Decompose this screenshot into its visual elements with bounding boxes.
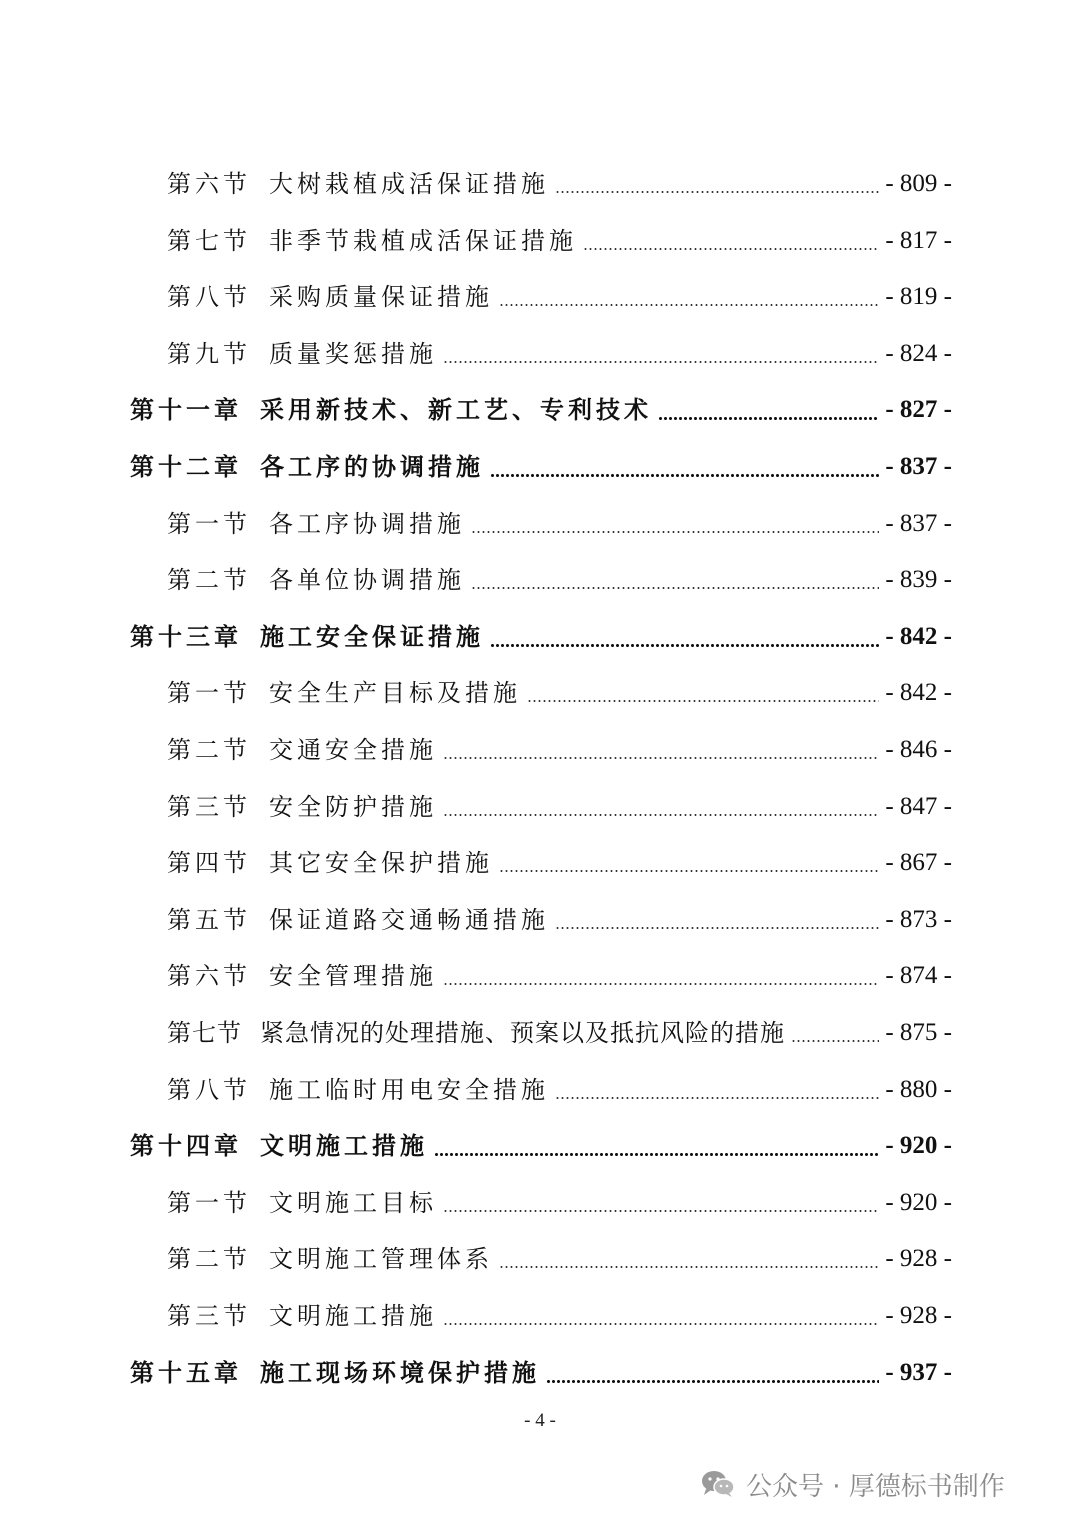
toc-entry-page: - 847 - <box>885 793 952 820</box>
toc-entry-number: 第七节 <box>167 227 251 255</box>
watermark <box>700 1462 1005 1506</box>
toc-entry-title: 文明施工管理体系 <box>269 1245 493 1273</box>
dot-leader <box>527 700 879 702</box>
toc-entry-page: - 842 - <box>885 679 952 706</box>
toc-entry-page: - 874 - <box>885 962 952 989</box>
toc-entry-number: 第六节 <box>167 170 251 198</box>
toc-section-entry <box>167 1183 952 1223</box>
dot-leader <box>443 757 879 759</box>
toc-entry-page: - 867 - <box>885 849 952 876</box>
toc-entry-number: 第三节 <box>167 793 251 821</box>
toc-entry-title: 紧急情况的处理措施、预案以及抵抗风险的措施 <box>260 1019 785 1047</box>
toc-entry-title: 交通安全措施 <box>269 736 437 764</box>
dot-leader <box>791 1040 879 1042</box>
toc-entry-number: 第二节 <box>167 566 251 594</box>
toc-entry-title: 各工序的协调措施 <box>260 452 484 481</box>
toc-section-entry <box>167 1013 952 1053</box>
toc-entry-title: 施工安全保证措施 <box>260 622 484 651</box>
dot-leader <box>443 983 879 985</box>
toc-entry-number: 第六节 <box>167 962 251 990</box>
toc-entry-number: 第八节 <box>167 283 251 311</box>
toc-entry-page: - 827 - <box>885 396 952 423</box>
toc-section-entry <box>167 221 952 261</box>
dot-leader <box>443 361 879 363</box>
toc-entry-number: 第五节 <box>167 906 251 934</box>
toc-entry-page: - 819 - <box>885 283 952 310</box>
toc-entry-title: 各工序协调措施 <box>269 510 465 538</box>
toc-entry-number: 第七节 <box>167 1019 242 1047</box>
toc-entry-title: 采用新技术、新工艺、专利技术 <box>260 395 652 424</box>
toc-entry-number: 第十三章 <box>130 622 242 651</box>
toc-entry-page: - 920 - <box>885 1132 952 1159</box>
toc-section-entry <box>167 730 952 770</box>
toc-section-entry <box>167 334 952 374</box>
toc-section-entry <box>167 1239 952 1279</box>
dot-leader <box>499 1266 879 1268</box>
toc-entry-title: 文明施工目标 <box>269 1189 437 1217</box>
toc-entry-title: 施工临时用电安全措施 <box>269 1076 549 1104</box>
page-number: - 4 - <box>524 1410 556 1431</box>
toc-entry-number: 第一节 <box>167 1189 251 1217</box>
dot-leader <box>434 1153 879 1156</box>
toc-chapter-entry <box>130 447 952 487</box>
toc-entry-number: 第八节 <box>167 1076 251 1104</box>
toc-entry-number: 第九节 <box>167 340 251 368</box>
toc-entry-page: - 928 - <box>885 1245 952 1272</box>
wechat-icon <box>700 1469 736 1499</box>
toc-entry-number: 第二节 <box>167 1245 251 1273</box>
toc-section-entry <box>167 900 952 940</box>
toc-entry-number: 第四节 <box>167 849 251 877</box>
toc-entry-number: 第一节 <box>167 510 251 538</box>
toc-section-entry <box>167 164 952 204</box>
dot-leader <box>471 531 879 533</box>
toc-entry-page: - 846 - <box>885 736 952 763</box>
toc-entry-number: 第十二章 <box>130 452 242 481</box>
toc-section-entry <box>167 956 952 996</box>
toc-entry-page: - 837 - <box>885 510 952 537</box>
toc-entry-title: 安全防护措施 <box>269 793 437 821</box>
toc-section-entry <box>167 843 952 883</box>
toc-chapter-entry <box>130 390 952 430</box>
toc-entry-page: - 875 - <box>885 1019 952 1046</box>
toc-entry-number: 第十四章 <box>130 1131 242 1160</box>
dot-leader <box>443 1323 879 1325</box>
toc-section-entry <box>167 1070 952 1110</box>
toc-entry-page: - 937 - <box>885 1359 952 1386</box>
toc-entry-title: 施工现场环境保护措施 <box>260 1358 540 1387</box>
toc-entry-page: - 928 - <box>885 1302 952 1329</box>
dot-leader <box>443 814 879 816</box>
dot-leader <box>583 248 879 250</box>
dot-leader <box>555 191 879 193</box>
toc-entry-page: - 824 - <box>885 340 952 367</box>
dot-leader <box>443 1210 879 1212</box>
dot-leader <box>555 927 879 929</box>
dot-leader <box>490 474 879 477</box>
watermark-text: 公众号 · 厚德标书制作 <box>746 1471 1005 1502</box>
toc-entry-page: - 880 - <box>885 1076 952 1103</box>
toc-entry-title: 采购质量保证措施 <box>269 283 493 311</box>
dot-leader <box>499 304 879 306</box>
toc-entry-number: 第十一章 <box>130 395 242 424</box>
toc-entry-page: - 837 - <box>885 453 952 480</box>
toc-section-entry <box>167 1296 952 1336</box>
dot-leader <box>658 417 879 420</box>
dot-leader <box>471 587 879 589</box>
toc-entry-page: - 839 - <box>885 566 952 593</box>
dot-leader <box>546 1380 879 1383</box>
toc-entry-title: 质量奖惩措施 <box>269 340 437 368</box>
toc-entry-title: 文明施工措施 <box>260 1131 428 1160</box>
toc-entry-number: 第三节 <box>167 1302 251 1330</box>
toc-section-entry <box>167 277 952 317</box>
toc-entry-page: - 873 - <box>885 906 952 933</box>
toc-entry-title: 非季节栽植成活保证措施 <box>269 227 577 255</box>
dot-leader <box>490 644 879 647</box>
toc-chapter-entry <box>130 1126 952 1166</box>
toc-entry-title: 其它安全保护措施 <box>269 849 493 877</box>
toc-entry-number: 第十五章 <box>130 1358 242 1387</box>
toc-entry-page: - 920 - <box>885 1189 952 1216</box>
toc-entry-number: 第二节 <box>167 736 251 764</box>
dot-leader <box>499 870 879 872</box>
toc-entry-page: - 809 - <box>885 170 952 197</box>
toc-chapter-entry <box>130 1353 952 1393</box>
toc-entry-title: 大树栽植成活保证措施 <box>269 170 549 198</box>
dot-leader <box>555 1097 879 1099</box>
toc-entry-title: 安全生产目标及措施 <box>269 679 521 707</box>
toc-section-entry <box>167 787 952 827</box>
toc-chapter-entry <box>130 617 952 657</box>
toc-section-entry <box>167 560 952 600</box>
toc-entry-title: 各单位协调措施 <box>269 566 465 594</box>
toc-entry-title: 安全管理措施 <box>269 962 437 990</box>
toc-entry-title: 文明施工措施 <box>269 1302 437 1330</box>
toc-entry-number: 第一节 <box>167 679 251 707</box>
toc-section-entry <box>167 673 952 713</box>
toc-section-entry <box>167 504 952 544</box>
toc-entry-page: - 817 - <box>885 227 952 254</box>
toc-entry-page: - 842 - <box>885 623 952 650</box>
toc-entry-title: 保证道路交通畅通措施 <box>269 906 549 934</box>
